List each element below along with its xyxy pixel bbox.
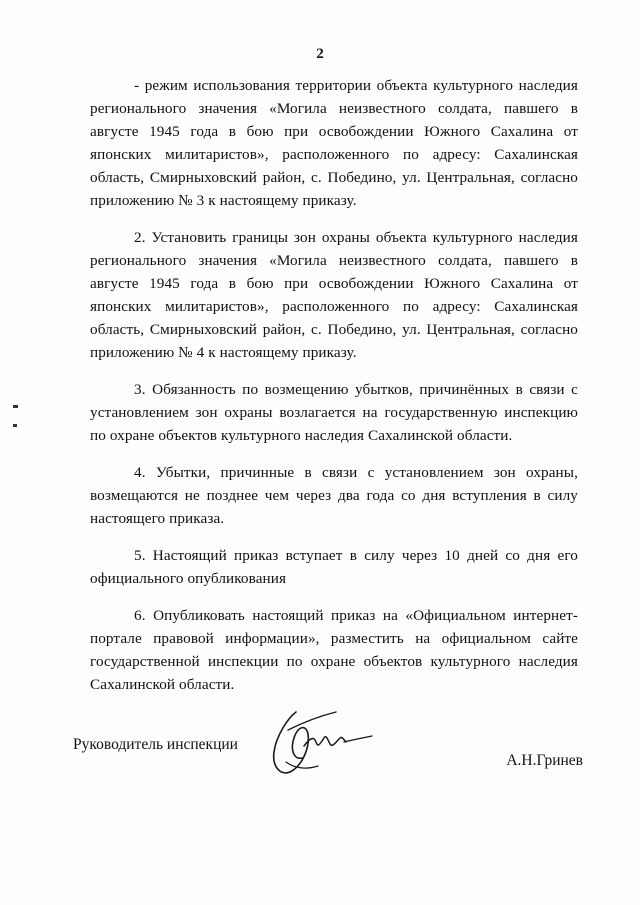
paragraph-item-5-effective-date: 5. Настоящий приказ вступает в силу через 10 дней со дня его официального опубликования: [90, 547, 578, 587]
signatory-name: А.Н.Гринев: [506, 752, 583, 769]
paragraph-land-use-regime: - режим использования территории объекта культурного наследия регионального значения «Могила неизвестного солдата, павшего в августе 1945 года в бою при освобождении Южного Сахалина от японских милитаристов», расположенного по адресу: Сахалинская область, Смирныховский район, с. Победино, ул. Центральная, согласно приложению № 3 к настоящему приказу.: [90, 77, 578, 209]
page-number: 2: [316, 46, 324, 62]
paragraph-item-6-publication: 6. Опубликовать настоящий приказ на «Официальном интернет-портале правовой информации», разместить на официальном сайте государственной инспекции по охране объектов культурного наследия Сахалинской области.: [90, 607, 578, 693]
paragraph-item-4-compensation-term: 4. Убытки, причинные в связи с установлением зон охраны, возмещаются не позднее чем через два года со дня вступления в силу настоящего приказа.: [90, 464, 578, 527]
signature-block: [73, 700, 583, 780]
document-body: [90, 74, 578, 696]
paragraph-item-3-compensation-duty: 3. Обязанность по возмещению убытков, причинённых в связи с установлением зон охраны возлагается на государственную инспекцию по охране объектов культурного наследия Сахалинской области.: [90, 381, 578, 444]
signatory-role: Руководитель инспекции: [73, 736, 238, 753]
handwritten-signature: [258, 700, 378, 790]
paragraph-item-2-boundaries: 2. Установить границы зон охраны объекта культурного наследия регионального значения «Могила неизвестного солдата, павшего в августе 1945 года в бою при освобождении Южного Сахалина от японских милитаристов», расположенного по адресу: Сахалинская область, Смирныховский район, с. Победино, ул. Центральная, согласно приложению № 4 к настоящему приказу.: [90, 229, 578, 361]
scan-margin-mark: [13, 424, 17, 427]
scan-margin-mark: [13, 405, 18, 408]
